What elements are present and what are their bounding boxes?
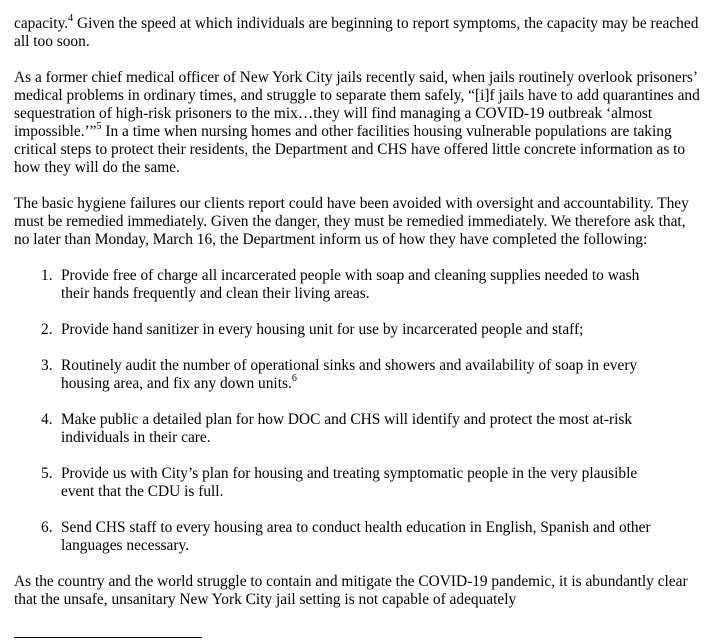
list-number: 4.	[41, 411, 53, 428]
paragraph-pandemic: As the country and the world struggle to contain and mitigate the COVID-19 pandemic, it is abundantly clear that the unsafe, unsanitary New York City jail setting is not capable of adequately	[14, 573, 688, 608]
list-item	[14, 321, 704, 339]
paragraph-text: capacity.	[14, 15, 69, 32]
list-item-text: Provide hand sanitizer in every housing unit for use by incarcerated people and staff;	[61, 321, 584, 338]
paragraph-hygiene-failures: The basic hygiene failures our clients report could have been avoided with oversight and accountability. They must be remedied immediately. Given the danger, they must be remedied immediately. We therefore ask that, no later than Monday, March 16, the Department inform us of how they have completed the following:	[14, 195, 689, 248]
paragraph-capacity	[14, 12, 704, 51]
paragraph-text: As a former chief medical officer of New York City jails recently said, when jails routinely overlook prisoners’ medical problems in ordinary times, and struggle to separate them safely, “[i]f jails have to add quarantines and sequestration of high-risk prisoners to the mix…they will find managing a COVID-19 outbreak ‘almost impossible.’”	[14, 69, 700, 140]
list-item	[14, 267, 704, 303]
list-item-text: Provide free of charge all incarcerated people with soap and cleaning supplies needed to wash their hands frequently and clean their living areas.	[61, 267, 640, 302]
paragraph-text: In a time when nursing homes and other facilities housing vulnerable populations are taking critical steps to protect their residents, the Department and CHS have offered little concrete information as to how they will do the same.	[14, 123, 686, 176]
demands-list	[14, 267, 704, 555]
list-number: 5.	[41, 465, 53, 482]
list-item-text: Routinely audit the number of operational sinks and showers and availability of soap in every housing area, and fix any down units.	[61, 357, 638, 392]
document-page	[14, 12, 704, 609]
list-number: 3.	[41, 357, 53, 374]
list-item-text: Make public a detailed plan for how DOC and CHS will identify and protect the most at-risk individuals in their care.	[61, 411, 633, 446]
footnote-ref-4[interactable]: 4	[68, 12, 74, 24]
list-number: 1.	[41, 267, 53, 284]
list-item	[14, 465, 704, 501]
list-item-text: Provide us with City’s plan for housing and treating symptomatic people in the very plausible event that the CDU is full.	[61, 465, 638, 500]
footnote-separator	[14, 637, 202, 638]
list-number: 6.	[41, 519, 53, 536]
paragraph-text: Given the speed at which individuals are beginning to report symptoms, the capacity may be reached all too soon.	[14, 15, 699, 50]
list-item	[14, 357, 704, 393]
list-item-text: Send CHS staff to every housing area to conduct health education in English, Spanish and other languages necessary.	[61, 519, 651, 554]
footnote-ref-5[interactable]: 5	[96, 120, 102, 132]
list-item	[14, 411, 704, 447]
footnote-ref-6[interactable]: 6	[291, 372, 297, 384]
paragraph-former-officer	[14, 69, 704, 177]
list-number: 2.	[41, 321, 53, 338]
list-item	[14, 519, 704, 555]
